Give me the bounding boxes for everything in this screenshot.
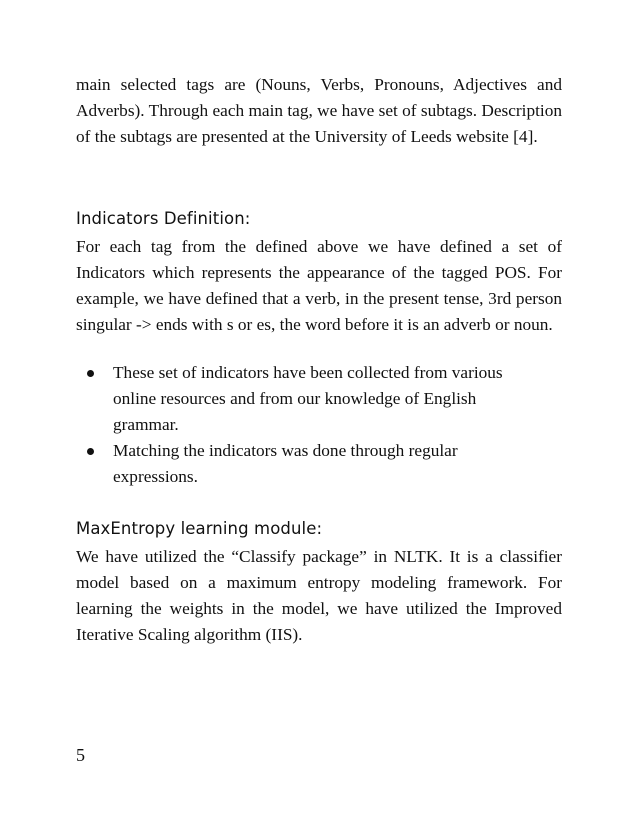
bullet-item bbox=[76, 438, 546, 490]
bullet-icon bbox=[87, 448, 94, 455]
maxent-paragraph: We have utilized the “Classify package” in NLTK. It is a classifier model based on a maximum entropy modeling framework. For learning the weights in the model, we have utilized the Improved Iterative Scaling algorithm (IIS). bbox=[76, 547, 562, 644]
indicators-bullet-list bbox=[76, 360, 546, 490]
indicators-paragraph: For each tag from the defined above we have defined a set of Indicators which represents the appearance of the tagged POS. For example, we have defined that a verb, in the present tense, 3rd person singular -> ends with s or es, the word before it is an adverb or noun. bbox=[76, 237, 562, 334]
bullet-item bbox=[76, 360, 546, 438]
indicators-heading: Indicators Definition: bbox=[76, 209, 251, 228]
maxent-heading: MaxEntropy learning module: bbox=[76, 519, 323, 538]
intro-paragraph: main selected tags are (Nouns, Verbs, Pronouns, Adjectives and Adverbs). Through each main tag, we have set of subtags. Description of the subtags are presented at the University of Leeds website [4]. bbox=[76, 75, 562, 146]
bullet-text: Matching the indicators was done through regular expressions. bbox=[113, 441, 458, 486]
page-number: 5 bbox=[76, 745, 85, 765]
bullet-text: These set of indicators have been collected from various online resources and from our knowledge of English grammar. bbox=[113, 363, 503, 434]
bullet-icon bbox=[87, 370, 94, 377]
